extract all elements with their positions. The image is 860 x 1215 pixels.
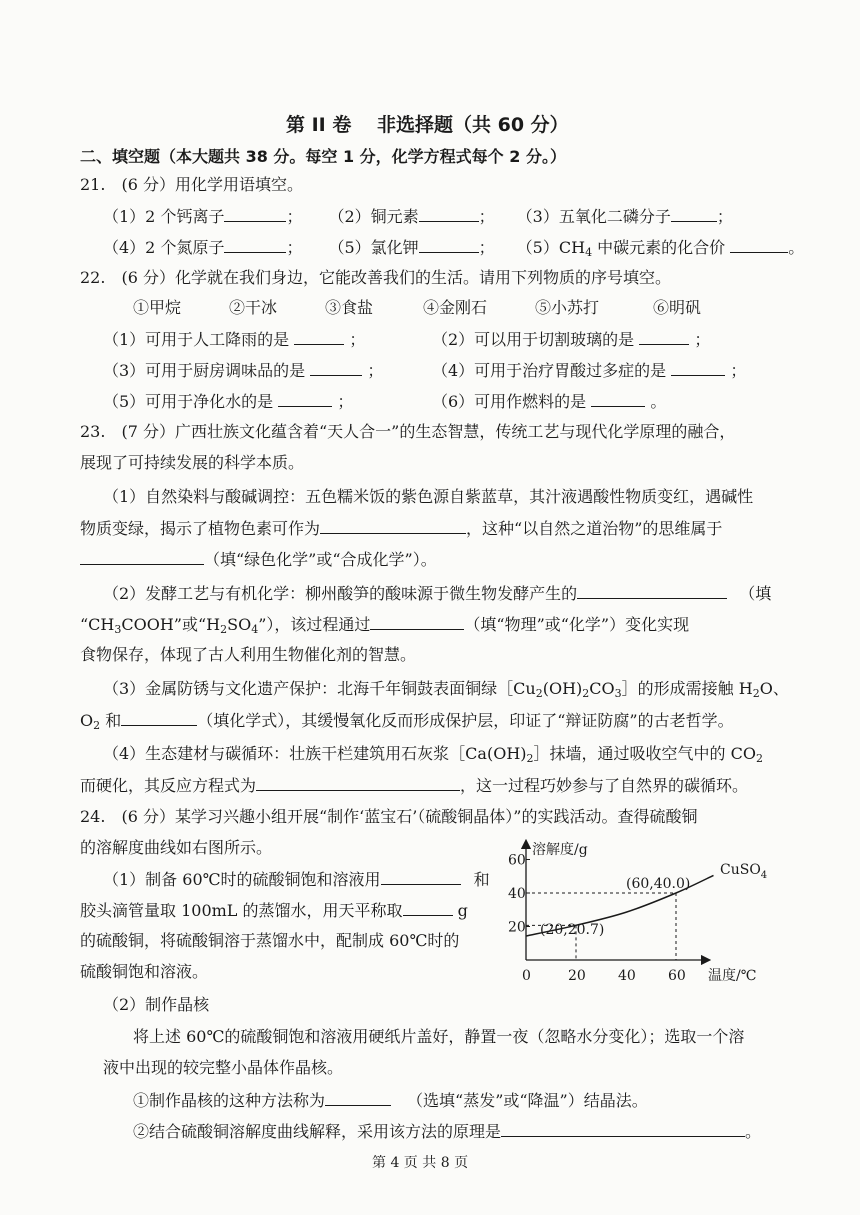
q22-option-3: ③食盐 [325,298,374,317]
q22-option-2: ②干冰 [229,298,278,317]
q22-options [133,297,701,319]
q24-p2-heading: （2）制作晶核 [103,995,210,1014]
q21-stem: 21. (6 分）用化学用语填空。 [80,175,303,194]
q21-blank-5[interactable] [419,236,479,253]
q21-blank-1[interactable] [224,205,286,222]
q22-blank-2[interactable] [639,328,689,345]
q24-p1-line4: 硫酸铜饱和溶液。 [80,962,209,981]
q24-stem-2: 的溶解度曲线如右图所示。 [80,838,273,857]
q23-blank-4[interactable] [370,613,464,630]
q21-blank-2[interactable] [419,205,479,222]
x-tick-20: 20 [568,968,586,984]
x-tick-0: 0 [522,968,531,984]
q23-blank-2[interactable] [80,548,204,565]
q22-item-row3: （5）可用于净化水的是 ； [103,392,354,411]
q24-p2-line3: ①制作晶核的这种方法称为 （选填“蒸发”或“降温”）结晶法。 [133,1091,648,1110]
q23-p2-line3: 食物保存，体现了古人利用生物催化剂的智慧。 [80,645,417,664]
q24-blank-2[interactable] [403,899,453,916]
q22-option-5: ⑤小苏打 [535,298,600,317]
x-tick-40: 40 [618,968,636,984]
q24-p1-line2: 胶头滴管量取 100mL 的蒸馏水，用天平称取 g [80,901,468,920]
q23-p2-line2: “$CH_3COOH$”或“$H_2SO_4$”），该过程通过 （填“物理”或“化学”）变化实现 [80,615,690,636]
q24-p1-line3: 的硫酸铜，将硫酸铜溶于蒸馏水中，配制成 60℃时的 [80,931,460,950]
q22-item-row3b: （6）可用作燃料的是 。 [432,392,667,411]
q23-blank-6[interactable] [256,774,460,791]
q21-blank-6[interactable] [730,236,788,253]
y-tick-20: 20 [508,919,526,936]
x-axis-label: 温度/℃ [708,968,757,984]
annotation-20: (20,20.7) [540,922,605,938]
q22-item-row1: （1）可用于人工降雨的是 ； [103,330,366,349]
q23-blank-3[interactable] [577,582,727,599]
solubility-chart [498,838,788,988]
q24-blank-3[interactable] [325,1089,391,1106]
q23-p1-line2: 物质变绿，揭示了植物色素可作为 ，这种“以自然之道治物”的思维属于 [80,519,723,538]
q22-blank-1[interactable] [294,328,344,345]
q23-stem-2: 展现了可持续发展的科学本质。 [80,453,305,472]
q21-blank-4[interactable] [224,236,286,253]
q24-p2-line2: 液中出现的较完整小晶体作晶核。 [103,1058,344,1077]
q23-p3-line1: （3）金属防锈与文化遗产保护：北海千年铜鼓表面铜绿$[Cu_2(OH)_2CO_3]$的形成需接触 $H_2O$、 [103,679,789,700]
series-label: CuSO$_4$ [720,862,768,881]
x-tick-60: 60 [668,968,686,984]
section-heading: 二、填空题（本大题共 38 分。每空 1 分，化学方程式每个 2 分。） [80,147,566,166]
q23-p1-line1: （1）自然染料与酸碱调控：五色糯米饭的紫色源自紫蓝草，其汁液遇酸性物质变红，遇碱性 [103,487,754,506]
q24-p2-line1: 将上述 60℃的硫酸铜饱和溶液用硬纸片盖好，静置一夜（忽略水分变化）；选取一个溶 [133,1027,745,1046]
q22-item-row2b: （4）可用于治疗胃酸过多症的是 ； [432,361,747,380]
q22-blank-3[interactable] [310,359,362,376]
part-title: 第 II 卷 非选择题（共 60 分） [286,114,569,136]
page-footer: 第 4 页 共 8 页 [372,1155,469,1171]
q22-option-6: ⑥明矾 [653,298,702,317]
q21-row1: （1）2 个钙离子 ； （2）铜元素 ； （3）五氧化二磷分子 ； [103,207,733,226]
annotation-60: (60,40.0) [626,876,691,892]
q24-blank-1[interactable] [381,868,461,885]
q21-blank-3[interactable] [671,205,717,222]
q22-item-row1b: （2）可以用于切割玻璃的是 ； [432,330,711,349]
q23-blank-5[interactable] [121,709,197,726]
q24-p2-line4: ②结合硫酸铜溶解度曲线解释，采用该方法的原理是 。 [133,1122,762,1141]
q22-stem: 22. (6 分）化学就在我们身边，它能改善我们的生活。请用下列物质的序号填空。 [80,268,671,287]
y-tick-60: 60 [508,852,526,869]
q22-blank-6[interactable] [591,390,645,407]
q23-p2-line1: （2）发酵工艺与有机化学：柳州酸笋的酸味源于微生物发酵产生的 （填 [103,584,772,603]
q22-item-row2: （3）可用于厨房调味品的是 ； [103,361,384,380]
y-axis-label: 溶解度/g [532,842,588,858]
q23-p4-line1: （4）生态建材与碳循环：壮族干栏建筑用石灰浆$[Ca(OH)_2]$抹墙，通过吸收空气中的 $CO_2$ [103,744,763,765]
q24-blank-4[interactable] [501,1120,745,1137]
q22-option-4: ④金刚石 [423,298,488,317]
q24-stem-1: 24. (6 分）某学习兴趣小组开展“制作‘蓝宝石’（硫酸铜晶体）”的实践活动。查得硫酸铜 [80,807,698,826]
q22-option-1: ①甲烷 [133,298,182,317]
q23-stem-1: 23. (7 分）广西壮族文化蕴含着“天人合一”的生态智慧，传统工艺与现代化学原理的融合， [80,422,736,441]
q22-blank-4[interactable] [671,359,725,376]
q24-p1-line1: （1）制备 60℃时的硫酸铜饱和溶液用 和 [103,870,490,889]
q23-p4-line2: 而硬化，其反应方程式为 ，这一过程巧妙参与了自然界的碳循环。 [80,776,749,795]
y-tick-40: 40 [508,886,526,902]
q22-blank-5[interactable] [278,390,332,407]
q21-row2: （4）2 个氮原子 ； （5）氯化钾 ； $(5)CH_4$ 中碳元素的化合价 。 [103,238,805,259]
q23-p1-line3: （填“绿色化学”或“合成化学”）。 [80,548,437,571]
q23-p3-line2: $O_2$ 和 （填化学式），其缓慢氧化反而形成保护层，印证了“辩证防腐”的古老哲学。 [80,711,734,732]
q23-blank-1[interactable] [320,517,466,534]
